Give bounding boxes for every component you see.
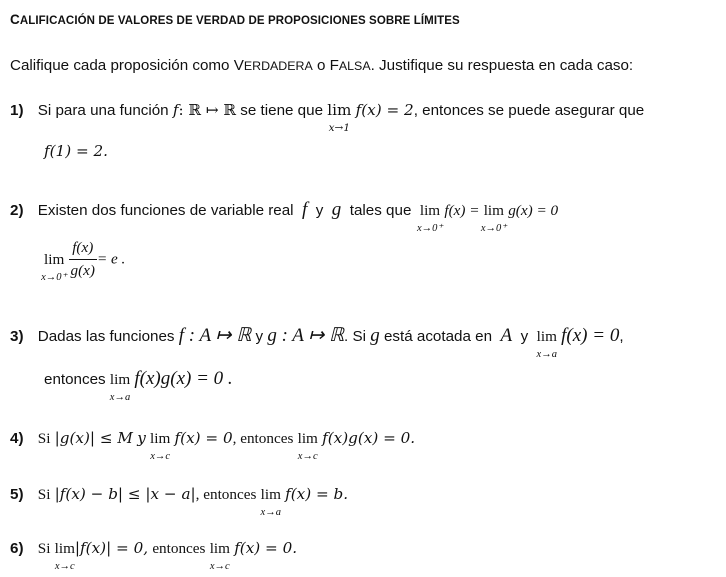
limit-operator	[416, 201, 443, 234]
math-g: g	[370, 325, 380, 346]
limit-subscript: x→a	[109, 392, 131, 403]
item-text: , entonces	[195, 486, 257, 503]
math-g: g	[331, 199, 342, 220]
limit-operator	[260, 485, 281, 518]
item-number: 5)	[10, 486, 24, 503]
limit-subscript: x→c	[54, 561, 75, 572]
math-map: f : A ↦ ℝ	[178, 325, 252, 346]
verdadera-initial: V	[233, 57, 244, 74]
proposition-6	[10, 538, 298, 572]
math-expression: f(x) = 0	[174, 429, 233, 447]
limit-subscript: x→c	[150, 451, 171, 462]
limit-subscript: x→a	[260, 507, 281, 518]
limit-word: lim	[297, 430, 318, 447]
proposition-2-line-2	[41, 238, 126, 288]
limit-operator	[54, 539, 75, 572]
item-text: Si	[37, 540, 51, 557]
item-text: y	[137, 429, 146, 447]
item-text: Si	[37, 430, 51, 447]
limit-subscript: x→0⁺	[41, 271, 68, 283]
math-expression: f(x) =	[444, 202, 480, 219]
page-title	[10, 12, 460, 27]
title-rest: ALIFICACIÓN DE VALORES DE VERDAD DE PROPOSICIONES SOBRE LÍMITES	[19, 15, 460, 27]
item-text: ,	[619, 328, 624, 345]
instructions-or: o	[312, 57, 330, 74]
fraction-bar	[69, 259, 97, 260]
limit-word: lim	[260, 486, 281, 503]
limit-word: lim	[419, 202, 441, 219]
item-text: Si para una función	[37, 102, 173, 119]
item-text: está acotada en	[383, 328, 493, 345]
limit-operator	[109, 370, 131, 403]
limit-word: lim	[150, 430, 171, 447]
verdadera-rest: ERDADERA	[243, 59, 313, 73]
limit-word: lim	[327, 101, 352, 119]
limit-word: lim	[536, 328, 557, 345]
item-text: Si	[37, 486, 51, 503]
proposition-4	[10, 428, 416, 462]
instructions	[10, 57, 633, 74]
math-set-a: A	[500, 325, 513, 346]
falsa-rest: ALSA	[338, 59, 371, 73]
title-initial: C	[10, 12, 20, 27]
limit-subscript: x→0⁺	[480, 223, 507, 234]
fraction-numerator: f(x)	[72, 239, 94, 256]
math-expression: f(1) = 2.	[44, 142, 109, 160]
item-text: . Si	[344, 328, 366, 345]
item-text: tales que	[349, 202, 412, 219]
proposition-1-line-2	[44, 141, 108, 162]
falsa-initial: F	[329, 57, 339, 74]
limit-subscript: x→a	[536, 349, 557, 360]
math-expression: f(x)g(x) = 0 .	[134, 368, 233, 389]
item-text: Dadas las funciones	[37, 328, 175, 345]
math-expression: f(x)g(x) = 0.	[322, 429, 416, 447]
item-text: y	[520, 328, 529, 345]
instructions-pre: Califique cada proposición como	[10, 57, 234, 74]
item-text: , entonces se puede asegurar que	[413, 102, 645, 119]
fraction-denominator: g(x)	[70, 262, 95, 280]
limit-operator	[327, 100, 352, 134]
math-expression: f(x) = 0.	[234, 539, 298, 557]
proposition-3-line-2	[44, 368, 233, 403]
math-f: f	[172, 101, 179, 119]
math-condition: |f(x) − b| ≤ |x − a|	[54, 485, 196, 503]
instructions-post: . Justifique su respuesta en cada caso:	[370, 57, 634, 74]
proposition-1	[10, 100, 645, 134]
proposition-3	[10, 325, 624, 360]
math-expression: |f(x)| = 0,	[74, 539, 149, 557]
limit-word: lim	[209, 540, 230, 557]
item-text: se tiene que	[236, 102, 328, 119]
math-expression: g(x) = 0	[508, 202, 559, 219]
proposition-5	[10, 484, 349, 518]
item-number: 1)	[10, 102, 24, 119]
math-expression: f(x) = b.	[285, 485, 349, 503]
math-map: : ℝ ↦ ℝ	[178, 101, 237, 119]
math-condition: |g(x)| ≤ M	[54, 429, 133, 447]
item-text: y	[315, 202, 324, 219]
limit-subscript: x→c	[209, 561, 230, 572]
limit-subscript: x→1	[328, 122, 351, 134]
item-text: y	[255, 328, 264, 345]
limit-subscript: x→c	[297, 451, 318, 462]
item-number: 3)	[10, 328, 24, 345]
limit-operator	[209, 539, 230, 572]
item-number: 2)	[10, 202, 24, 219]
limit-operator	[480, 201, 507, 234]
item-text: entonces	[152, 540, 206, 557]
math-expression: f(x) = 0	[561, 325, 620, 346]
item-text: , entonces	[232, 430, 294, 447]
proposition-2	[10, 199, 716, 234]
limit-word: lim	[109, 371, 131, 388]
math-f: f	[302, 199, 308, 220]
limit-operator	[150, 429, 171, 462]
limit-word: lim	[483, 202, 504, 219]
item-number: 6)	[10, 540, 24, 557]
limit-operator	[536, 327, 557, 360]
item-number: 4)	[10, 430, 24, 447]
limit-word: lim	[44, 250, 65, 268]
limit-operator	[41, 250, 68, 283]
limit-word: lim	[54, 540, 75, 557]
limit-operator	[297, 429, 318, 462]
limit-subscript: x→0⁺	[416, 223, 443, 234]
math-map: g : A ↦ ℝ	[267, 325, 345, 346]
math-expression: = e .	[96, 250, 126, 268]
math-expression: f(x) = 2	[355, 101, 414, 119]
item-text: entonces	[44, 371, 106, 388]
fraction	[69, 238, 97, 281]
item-text: Existen dos funciones de variable real	[37, 202, 294, 219]
